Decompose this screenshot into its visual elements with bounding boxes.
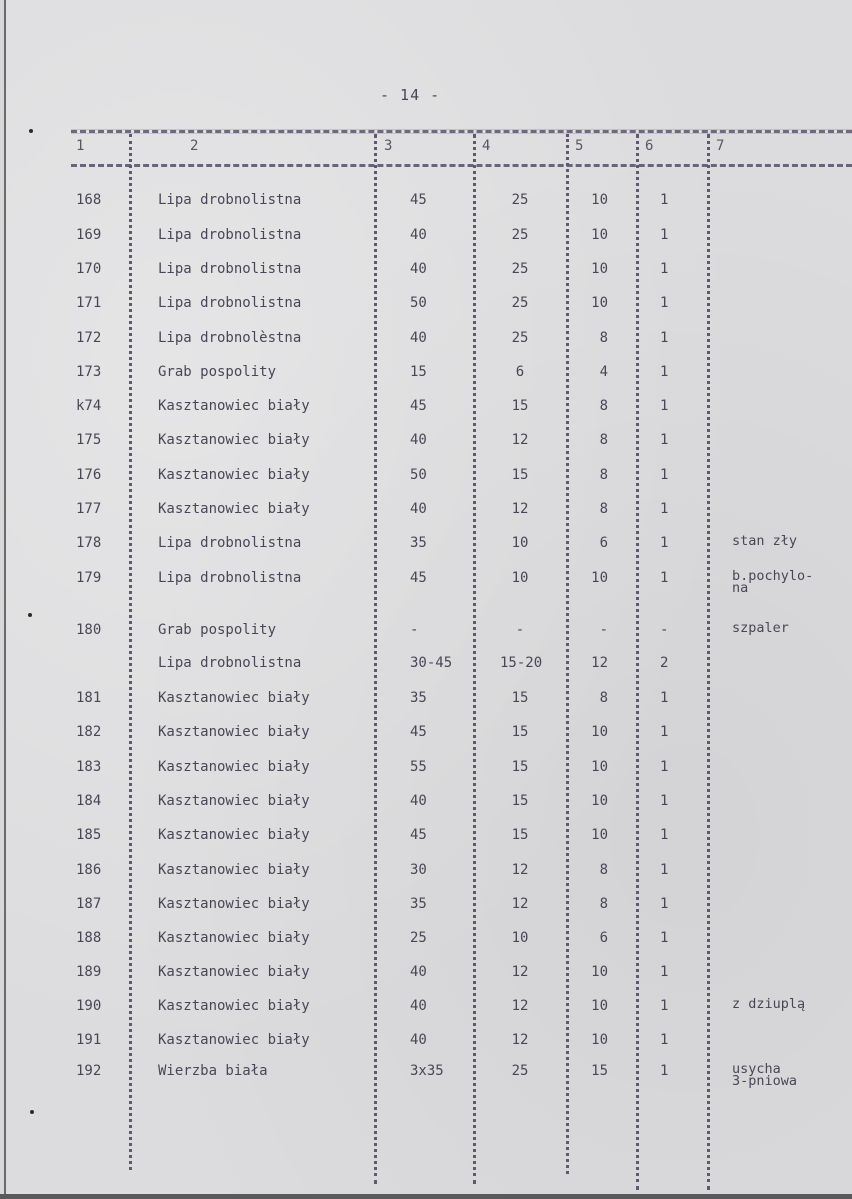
tree-number: 179 — [76, 570, 102, 586]
column-header-5: 5 — [575, 138, 584, 154]
species-name: Kasztanowiec biały — [158, 1032, 310, 1048]
trunk-circumference: 30 — [410, 862, 427, 878]
remarks-line: usycha — [732, 1061, 781, 1077]
trunk-circumference: 40 — [410, 793, 427, 809]
height: 15-20 — [500, 655, 543, 671]
count: - — [660, 622, 669, 638]
species-name: Lipa drobnolistna — [158, 570, 302, 586]
height: 10 — [511, 535, 529, 551]
trunk-circumference: 30-45 — [410, 655, 453, 671]
crown-diameter: 8 — [599, 862, 608, 878]
species-name: Kasztanowiec biały — [158, 759, 310, 775]
tree-number: k74 — [76, 398, 102, 414]
tree-number: 191 — [76, 1032, 102, 1048]
remarks-line: z dziuplą — [732, 996, 806, 1012]
trunk-circumference: 40 — [410, 432, 427, 448]
tree-number: 175 — [76, 432, 102, 448]
crown-diameter: 10 — [591, 724, 608, 740]
count: 1 — [660, 827, 669, 843]
crown-diameter: 10 — [591, 570, 608, 586]
crown-diameter: 10 — [591, 295, 608, 311]
trunk-circumference: 40 — [410, 330, 427, 346]
column-divider — [473, 134, 476, 1184]
count: 1 — [660, 467, 669, 483]
column-header-1: 1 — [76, 138, 85, 154]
crown-diameter: 8 — [599, 501, 608, 517]
remarks-line: b.pochylo- — [732, 568, 814, 584]
trunk-circumference: 45 — [410, 570, 427, 586]
species-name: Lipa drobnolistna — [158, 295, 302, 311]
species-name: Lipa drobnolistna — [158, 535, 302, 551]
count: 1 — [660, 295, 669, 311]
crown-diameter: 8 — [599, 690, 608, 706]
species-name: Kasztanowiec biały — [158, 724, 310, 740]
height: 25 — [511, 192, 529, 208]
height: 12 — [511, 998, 529, 1014]
trunk-circumference: 40 — [410, 227, 427, 243]
count: 1 — [660, 793, 669, 809]
trunk-circumference: 50 — [410, 467, 427, 483]
species-name: Kasztanowiec biały — [158, 964, 310, 980]
height: 15 — [511, 724, 529, 740]
count: 1 — [660, 964, 669, 980]
count: 1 — [660, 501, 669, 517]
species-name: Kasztanowiec biały — [158, 862, 310, 878]
trunk-circumference: 40 — [410, 501, 427, 517]
species-name: Lipa drobnolistna — [158, 227, 302, 243]
height: 15 — [511, 690, 529, 706]
species-name: Lipa drobnolistna — [158, 192, 302, 208]
count: 1 — [660, 330, 669, 346]
remarks — [732, 535, 797, 547]
tree-number: 172 — [76, 330, 102, 346]
tree-number: 185 — [76, 827, 102, 843]
trunk-circumference: - — [410, 622, 419, 638]
tree-number: 190 — [76, 998, 102, 1014]
crown-diameter: 4 — [599, 364, 608, 380]
remarks — [732, 570, 813, 594]
trunk-circumference: 45 — [410, 827, 427, 843]
crown-diameter: 15 — [591, 1063, 608, 1079]
species-name: Lipa drobnolèstna — [158, 330, 302, 346]
trunk-circumference: 45 — [410, 192, 427, 208]
tree-number: 170 — [76, 261, 102, 277]
crown-diameter: 8 — [599, 896, 608, 912]
tree-number: 177 — [76, 501, 102, 517]
remarks — [732, 1063, 797, 1087]
height: 6 — [515, 364, 525, 380]
trunk-circumference: 55 — [410, 759, 427, 775]
height: 15 — [511, 827, 529, 843]
height: 15 — [511, 759, 529, 775]
column-divider — [707, 134, 710, 1190]
height: 25 — [511, 227, 529, 243]
height: 25 — [511, 261, 529, 277]
trunk-circumference: 40 — [410, 1032, 427, 1048]
height: 10 — [511, 930, 529, 946]
species-name: Kasztanowiec biały — [158, 398, 310, 414]
crown-diameter: 10 — [591, 998, 608, 1014]
tree-number: 186 — [76, 862, 102, 878]
crown-diameter: 10 — [591, 227, 608, 243]
column-header-4: 4 — [482, 138, 491, 154]
crown-diameter: - — [599, 622, 608, 638]
page-bottom-edge — [0, 1194, 852, 1199]
remarks — [732, 998, 805, 1010]
count: 1 — [660, 1063, 669, 1079]
count: 1 — [660, 930, 669, 946]
column-divider — [129, 134, 132, 1170]
trunk-circumference: 50 — [410, 295, 427, 311]
tree-number: 171 — [76, 295, 102, 311]
crown-diameter: 10 — [591, 1032, 608, 1048]
height: 12 — [511, 896, 529, 912]
crown-diameter: 6 — [599, 930, 608, 946]
punch-dot — [28, 613, 32, 617]
crown-diameter: 10 — [591, 261, 608, 277]
height: 15 — [511, 467, 529, 483]
count: 1 — [660, 690, 669, 706]
height: 25 — [511, 295, 529, 311]
tree-number: 183 — [76, 759, 102, 775]
crown-diameter: 6 — [599, 535, 608, 551]
tree-number: 187 — [76, 896, 102, 912]
column-header-6: 6 — [645, 138, 654, 154]
tree-number: 188 — [76, 930, 102, 946]
trunk-circumference: 45 — [410, 398, 427, 414]
tree-number: 180 — [76, 622, 102, 638]
trunk-circumference: 35 — [410, 690, 427, 706]
crown-diameter: 12 — [591, 655, 608, 671]
tree-number: 173 — [76, 364, 102, 380]
species-name: Kasztanowiec biały — [158, 998, 310, 1014]
species-name: Lipa drobnolistna — [158, 655, 302, 671]
species-name: Kasztanowiec biały — [158, 467, 310, 483]
height: 15 — [511, 398, 529, 414]
count: 1 — [660, 896, 669, 912]
tree-number: 182 — [76, 724, 102, 740]
tree-number: 178 — [76, 535, 102, 551]
crown-diameter: 10 — [591, 759, 608, 775]
trunk-circumference: 25 — [410, 930, 427, 946]
count: 1 — [660, 398, 669, 414]
height: 12 — [511, 862, 529, 878]
trunk-circumference: 35 — [410, 896, 427, 912]
count: 1 — [660, 1032, 669, 1048]
count: 2 — [660, 655, 669, 671]
species-name: Lipa drobnolistna — [158, 261, 302, 277]
trunk-circumference: 15 — [410, 364, 427, 380]
column-divider — [636, 134, 639, 1190]
column-header-3: 3 — [384, 138, 393, 154]
column-header-2: 2 — [190, 138, 199, 154]
crown-diameter: 10 — [591, 964, 608, 980]
height: 12 — [511, 432, 529, 448]
tree-number: 176 — [76, 467, 102, 483]
crown-diameter: 8 — [599, 398, 608, 414]
trunk-circumference: 45 — [410, 724, 427, 740]
punch-dot — [30, 1110, 34, 1114]
count: 1 — [660, 261, 669, 277]
page-number: - 14 - — [380, 86, 441, 104]
tree-number: 181 — [76, 690, 102, 706]
species-name: Grab pospolity — [158, 364, 277, 380]
count: 1 — [660, 192, 669, 208]
height: 25 — [511, 330, 529, 346]
species-name: Kasztanowiec biały — [158, 501, 310, 517]
height: 12 — [511, 501, 529, 517]
count: 1 — [660, 535, 669, 551]
table-top-rule — [71, 130, 852, 133]
trunk-circumference: 40 — [410, 261, 427, 277]
table-header-rule — [71, 164, 852, 167]
remarks-line: na — [732, 580, 749, 596]
crown-diameter: 10 — [591, 827, 608, 843]
punch-dot — [29, 129, 33, 133]
species-name: Kasztanowiec biały — [158, 930, 310, 946]
count: 1 — [660, 570, 669, 586]
trunk-circumference: 3x35 — [410, 1063, 444, 1079]
count: 1 — [660, 227, 669, 243]
remarks-line: szpaler — [732, 620, 789, 636]
trunk-circumference: 40 — [410, 964, 427, 980]
tree-number: 169 — [76, 227, 102, 243]
species-name: Grab pospolity — [158, 622, 277, 638]
species-name: Kasztanowiec biały — [158, 432, 310, 448]
height: - — [515, 622, 525, 638]
height: 25 — [511, 1063, 529, 1079]
crown-diameter: 10 — [591, 793, 608, 809]
species-name: Kasztanowiec biały — [158, 793, 310, 809]
species-name: Wierzba biała — [158, 1063, 268, 1079]
count: 1 — [660, 364, 669, 380]
trunk-circumference: 40 — [410, 998, 427, 1014]
remarks — [732, 622, 789, 634]
tree-number: 184 — [76, 793, 102, 809]
count: 1 — [660, 862, 669, 878]
tree-number: 192 — [76, 1063, 102, 1079]
crown-diameter: 8 — [599, 432, 608, 448]
height: 12 — [511, 1032, 529, 1048]
height: 10 — [511, 570, 529, 586]
trunk-circumference: 35 — [410, 535, 427, 551]
crown-diameter: 10 — [591, 192, 608, 208]
species-name: Kasztanowiec biały — [158, 690, 310, 706]
column-header-7: 7 — [716, 138, 725, 154]
tree-number: 189 — [76, 964, 102, 980]
remarks-line: stan zły — [732, 533, 798, 549]
count: 1 — [660, 998, 669, 1014]
height: 15 — [511, 793, 529, 809]
species-name: Kasztanowiec biały — [158, 827, 310, 843]
count: 1 — [660, 724, 669, 740]
species-name: Kasztanowiec biały — [158, 896, 310, 912]
count: 1 — [660, 432, 669, 448]
tree-number: 168 — [76, 192, 102, 208]
crown-diameter: 8 — [599, 467, 608, 483]
remarks-line: 3-pniowa — [732, 1073, 798, 1089]
height: 12 — [511, 964, 529, 980]
column-divider — [566, 134, 569, 1174]
column-divider — [374, 134, 377, 1184]
count: 1 — [660, 759, 669, 775]
crown-diameter: 8 — [599, 330, 608, 346]
